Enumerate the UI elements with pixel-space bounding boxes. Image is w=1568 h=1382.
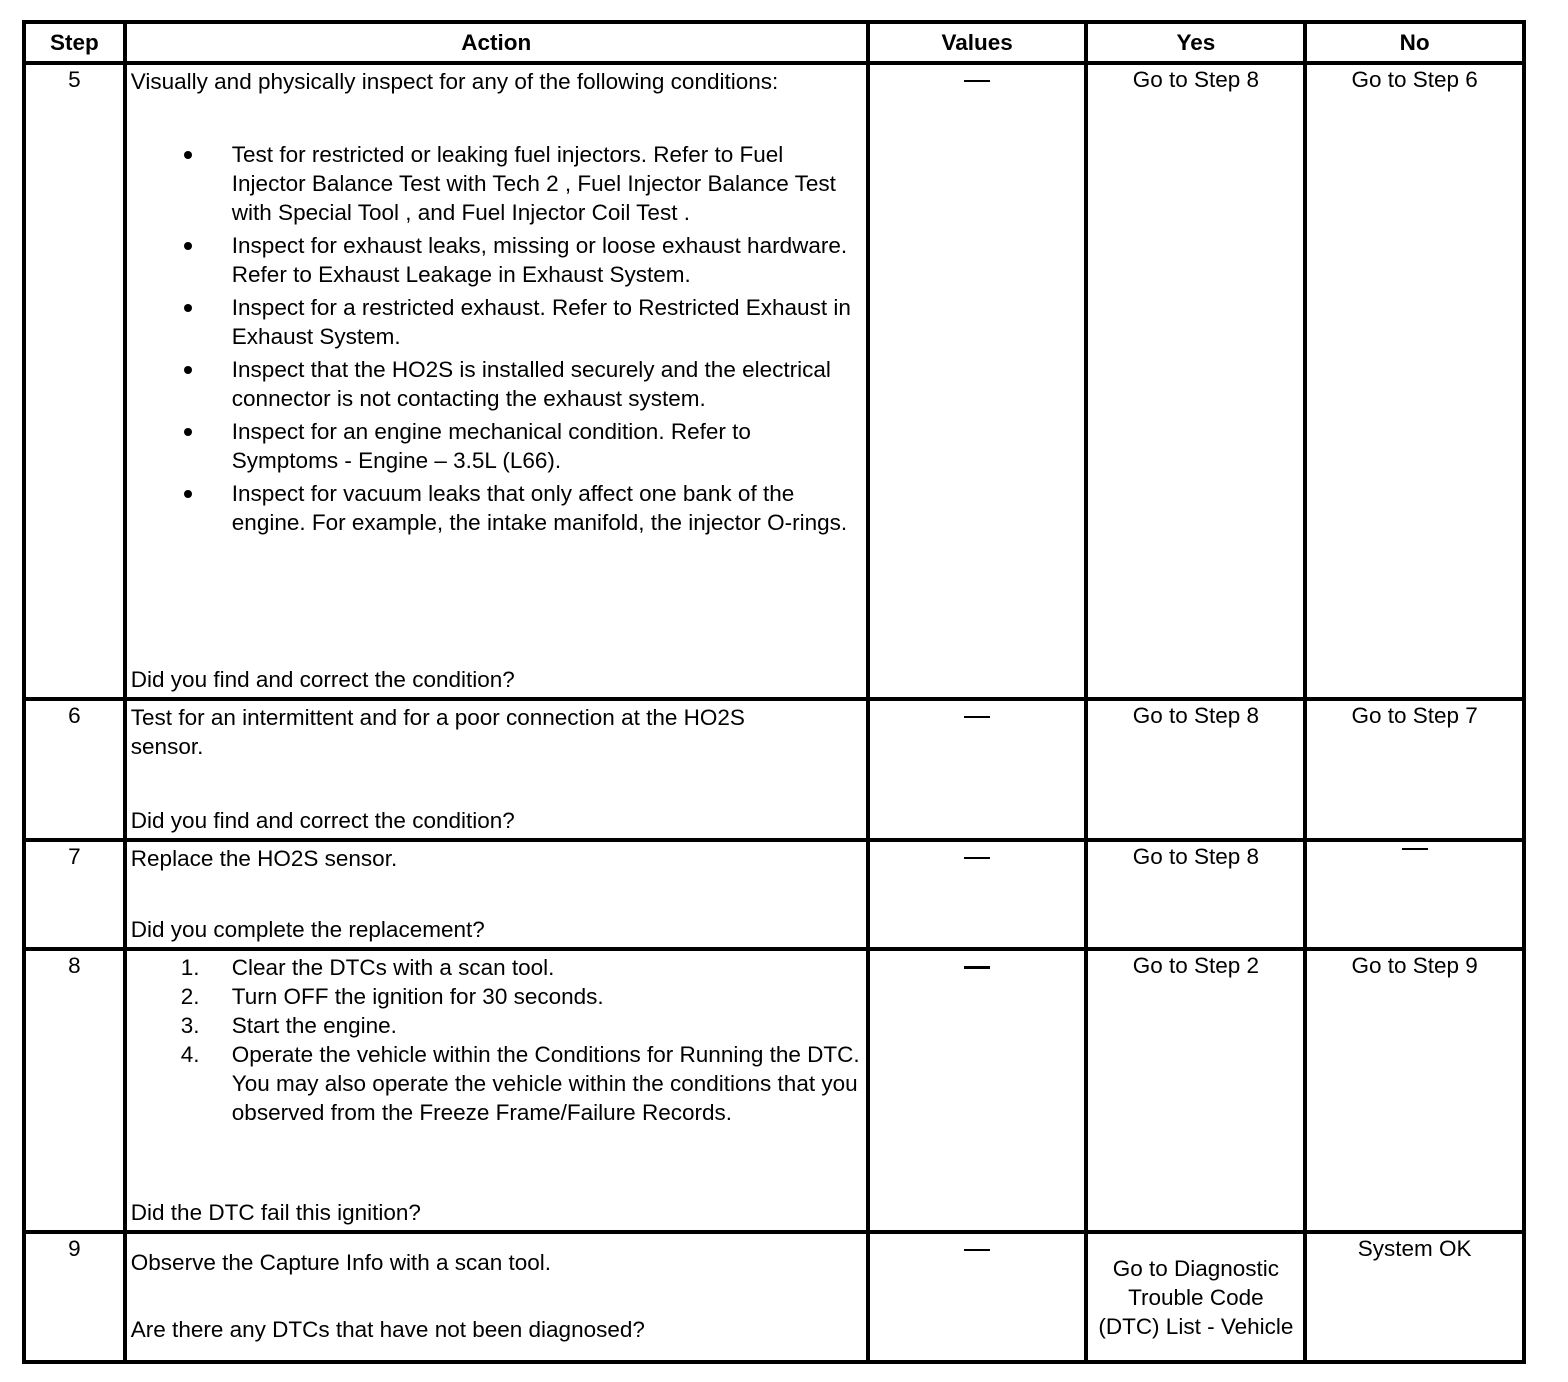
yes-link[interactable]: Go to Step 8 <box>1132 67 1260 92</box>
header-yes: Yes <box>1086 22 1305 63</box>
action-question: Did you find and correct the condition? <box>130 808 515 833</box>
action-cell <box>125 63 868 699</box>
values-cell <box>868 699 1087 840</box>
list-item: Inspect for vacuum leaks that only affect one bank of the engine. For example, the intake manifold, the injector O-rings. <box>131 479 862 537</box>
yes-cell <box>1086 63 1305 699</box>
no-link[interactable]: System OK <box>1357 1236 1472 1261</box>
values-cell <box>868 1232 1087 1362</box>
action-cell <box>125 840 868 949</box>
action-question: Did you complete the replacement? <box>130 917 485 942</box>
list-item <box>131 953 862 982</box>
list-number: 4. <box>180 1042 200 1067</box>
header-action: Action <box>125 22 868 63</box>
step-row-5 <box>24 63 1524 699</box>
step-row-9 <box>24 1232 1524 1362</box>
action-intro: Test for an intermittent and for a poor connection at the HO2S sensor. <box>130 705 745 759</box>
list-number: 2. <box>180 984 200 1009</box>
list-number: 3. <box>180 1013 200 1038</box>
no-cell <box>1305 949 1524 1232</box>
list-item: Inspect for a restricted exhaust. Refer to Restricted Exhaust in Exhaust System. <box>131 293 862 351</box>
list-item <box>131 1040 862 1127</box>
procedure-list <box>131 953 862 1127</box>
yes-cell <box>1086 699 1305 840</box>
em-dash <box>964 1249 990 1251</box>
list-item <box>131 982 862 1011</box>
no-link[interactable]: Go to Step 6 <box>1351 67 1478 92</box>
no-link[interactable]: Go to Step 7 <box>1351 703 1478 728</box>
list-item: Inspect for exhaust leaks, missing or loose exhaust hardware. Refer to Exhaust Leakage in Exhaust System. <box>131 231 862 289</box>
action-cell <box>125 699 868 840</box>
step-row-7 <box>24 840 1524 949</box>
step-number: 6 <box>24 699 125 840</box>
no-link[interactable]: Go to Step 9 <box>1351 953 1478 978</box>
action-cell <box>125 949 868 1232</box>
yes-link[interactable]: Go to Step 8 <box>1132 703 1260 728</box>
list-text: Operate the vehicle within the Conditions for Running the DTC. You may also operate the vehicle within the conditions that you observed from the Freeze Frame/Failure Records. <box>231 1042 860 1125</box>
header-step: Step <box>24 22 125 63</box>
condition-list <box>131 140 862 541</box>
header-no: No <box>1305 22 1524 63</box>
no-cell <box>1305 699 1524 840</box>
action-intro: Visually and physically inspect for any of the following conditions: <box>130 69 779 94</box>
action-intro: Replace the HO2S sensor. <box>130 846 398 871</box>
em-dash <box>1402 848 1428 850</box>
em-dash <box>964 716 990 718</box>
yes-cell <box>1086 840 1305 949</box>
list-text: Start the engine. <box>231 1013 397 1038</box>
step-number: 7 <box>24 840 125 949</box>
header-row <box>24 22 1524 63</box>
action-question: Did the DTC fail this ignition? <box>130 1200 421 1225</box>
no-cell <box>1305 63 1524 699</box>
action-intro: Observe the Capture Info with a scan tool. <box>130 1250 552 1275</box>
list-item: Test for restricted or leaking fuel injectors. Refer to Fuel Injector Balance Test with Tech 2 , Fuel Injector Balance Test with Special Tool , and Fuel Injector Coil Test . <box>131 140 862 227</box>
step-number: 9 <box>24 1232 125 1362</box>
action-question: Did you find and correct the condition? <box>130 667 515 692</box>
list-text: Clear the DTCs with a scan tool. <box>231 955 555 980</box>
step-number: 5 <box>24 63 125 699</box>
step-number: 8 <box>24 949 125 1232</box>
yes-link[interactable]: Go to Step 2 <box>1132 953 1260 978</box>
list-item: Inspect that the HO2S is installed securely and the electrical connector is not contacting the exhaust system. <box>131 355 862 413</box>
yes-cell <box>1086 949 1305 1232</box>
step-row-6 <box>24 699 1524 840</box>
yes-cell <box>1086 1232 1305 1362</box>
list-item <box>131 1011 862 1040</box>
list-number: 1. <box>180 955 200 980</box>
no-cell <box>1305 840 1524 949</box>
no-cell <box>1305 1232 1524 1362</box>
step-row-8 <box>24 949 1524 1232</box>
header-values: Values <box>868 22 1087 63</box>
list-text: Turn OFF the ignition for 30 seconds. <box>231 984 604 1009</box>
diagnostic-procedure-table <box>22 20 1526 1364</box>
em-dash <box>964 80 990 82</box>
list-item: Inspect for an engine mechanical condition. Refer to Symptoms - Engine – 3.5L (L66). <box>131 417 862 475</box>
action-cell <box>125 1232 868 1362</box>
values-cell <box>868 63 1087 699</box>
action-question: Are there any DTCs that have not been diagnosed? <box>130 1317 645 1342</box>
yes-link[interactable]: Go to Diagnostic Trouble Code (DTC) List - Vehicle <box>1098 1255 1294 1339</box>
em-dash <box>964 857 990 859</box>
values-cell <box>868 949 1087 1232</box>
em-dash <box>964 966 990 969</box>
values-cell <box>868 840 1087 949</box>
yes-link[interactable]: Go to Step 8 <box>1132 844 1260 869</box>
